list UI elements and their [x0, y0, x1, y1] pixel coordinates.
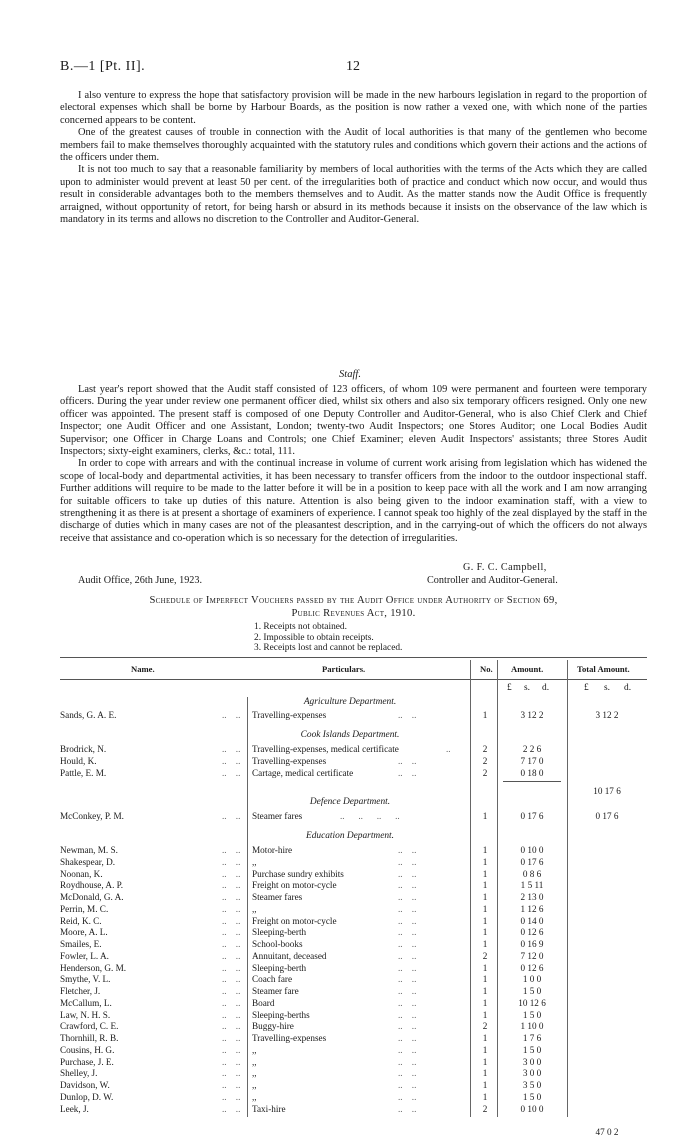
row-amount: 1 7 6 — [522, 1033, 542, 1043]
signature-place-date: Audit Office, 26th June, 1923. — [78, 575, 203, 586]
row-name: Shakespear, D. — [60, 856, 115, 867]
leader-dots: .. .. — [398, 1080, 417, 1090]
note: 1. Receipts not obtained. — [254, 622, 347, 632]
table-row — [0, 891, 700, 903]
row-particulars: Annuitant, deceased — [252, 950, 327, 961]
leader-dots: .. .. — [398, 927, 417, 938]
row-number: 1 — [482, 1080, 488, 1090]
leader-dots: .. .. — [222, 744, 241, 754]
row-particulars: ,, — [252, 1091, 257, 1102]
table-header-rule — [60, 679, 647, 680]
leader-dots: .. .. — [398, 1044, 417, 1055]
leader-dots: .. .. .. .. — [340, 811, 400, 821]
leader-dots: .. .. — [222, 756, 241, 766]
row-amount: 0 8 6 — [522, 868, 542, 879]
row-number: 1 — [482, 892, 488, 902]
row-number: 1 — [482, 1044, 488, 1055]
row-particulars: Purchase sundry exhibits — [252, 868, 344, 879]
leader-dots: .. .. — [222, 986, 241, 996]
row-number: 1 — [482, 710, 488, 720]
row-amount: 0 14 0 — [520, 915, 544, 926]
leader-dots: .. .. — [398, 1056, 417, 1067]
leader-dots: .. .. — [222, 1056, 241, 1067]
leader-dots: .. .. — [398, 1103, 417, 1114]
table-row — [0, 915, 700, 927]
row-amount: 1 5 0 — [522, 986, 542, 996]
leader-dots: .. .. — [222, 768, 241, 778]
schedule-notes — [254, 622, 402, 654]
table-row — [0, 879, 700, 891]
leader-dots: .. .. — [398, 997, 417, 1008]
row-particulars: Taxi-hire — [252, 1103, 286, 1114]
row-number: 1 — [482, 939, 488, 949]
leader-dots: .. .. — [398, 845, 417, 855]
table-row — [0, 1044, 700, 1056]
row-amount: 0 16 9 — [520, 939, 544, 949]
leader-dots: .. .. — [222, 710, 241, 720]
row-number: 1 — [482, 845, 488, 855]
row-amount: 0 17 6 — [520, 856, 544, 867]
row-amount: 1 5 11 — [520, 880, 544, 891]
table-row — [0, 1056, 700, 1068]
schedule-title-line: Schedule of Imperfect Vouchers passed by the Audit Office under Authority of Section 69, — [149, 595, 558, 606]
leader-dots: .. .. — [222, 950, 241, 961]
row-particulars: Steamer fares — [252, 892, 303, 902]
intro-text — [60, 90, 647, 226]
section-total-row — [0, 1126, 700, 1138]
row-amount: 0 10 0 — [520, 845, 544, 855]
row-particulars: Buggy-hire — [252, 1021, 294, 1032]
leader-dots: .. .. — [398, 856, 417, 867]
row-amount: 10 12 6 — [518, 997, 546, 1008]
row-name: Noonan, K. — [60, 868, 103, 879]
paragraph: One of the greatest causes of trouble in connection with the Audit of local authorities is that many of the gentlemen who become members fail to make themselves thoroughly acquainted with the statutory rules and conditions which govern their actions and the actions of the officers under them. — [60, 127, 647, 164]
row-name: Brodrick, N. — [60, 744, 107, 754]
total-pound-heading: £ — [584, 683, 589, 693]
row-name: Law, N. H. S. — [60, 1009, 111, 1020]
row-particulars: Travelling-expenses, medical certificate — [252, 744, 399, 754]
row-amount: 0 18 0 — [520, 768, 544, 778]
leader-dots: .. .. — [398, 1009, 417, 1020]
row-number: 1 — [482, 903, 488, 914]
row-total: 3 12 2 — [595, 710, 619, 720]
row-name: Fowler, L. A. — [60, 950, 109, 961]
leader-dots: .. .. — [398, 1091, 417, 1102]
leader-dots: .. .. — [398, 768, 417, 778]
note: 2. Impossible to obtain receipts. — [254, 632, 374, 643]
table-row — [0, 985, 700, 997]
row-number: 1 — [482, 915, 488, 926]
row-number: 1 — [482, 962, 488, 973]
row-name: Smythe, V. L. — [60, 974, 111, 985]
leader-dots: .. .. — [222, 1044, 241, 1055]
row-number: 1 — [482, 811, 488, 821]
table-row — [0, 1103, 700, 1115]
leader-dots: .. .. — [222, 1068, 241, 1079]
row-particulars: ,, — [252, 1044, 257, 1055]
row-name: Cousins, H. G. — [60, 1044, 115, 1055]
table-row — [0, 962, 700, 974]
staff-text — [60, 384, 647, 545]
department-heading: Cook Islands Department. — [300, 730, 400, 740]
leader-dots: .. .. — [398, 1033, 417, 1043]
leader-dots: .. .. — [222, 962, 241, 973]
leader-dots: .. .. — [398, 915, 417, 926]
row-number: 1 — [482, 986, 488, 996]
leader-dots: .. .. — [222, 845, 241, 855]
table-row — [0, 997, 700, 1009]
leader-dots: .. .. — [398, 939, 417, 949]
row-name: Hould, K. — [60, 756, 97, 766]
row-name: Leek, J. — [60, 1103, 89, 1114]
row-number: 2 — [482, 950, 488, 961]
leader-dots: .. .. — [398, 1068, 417, 1079]
column-header-name: Name. — [131, 664, 155, 674]
paragraph: It is not too much to say that a reasonable familiarity by members of local authorities with the terms of the Acts which they are called upon to administer would prevent at least 50 per cent. of the irregularities both of practice and conduct which now occur, and would thus result in considerable advantages both to the members themselves and to Audit. As the matter stands now the Audit Office is frequently arraigned, without opportunity of retort, for being harsh or absurd in its methods because it insists on the observance of the law which is mandatory in its terms and allows no discretion to the Controller and Auditor-General. — [60, 164, 647, 226]
leader-dots: .. .. — [398, 974, 417, 985]
table-row — [0, 844, 700, 856]
column-header-total: Total Amount. — [577, 664, 630, 674]
row-number: 1 — [482, 1068, 488, 1079]
leader-dots: .. .. — [398, 986, 417, 996]
row-amount: 2 13 0 — [520, 892, 544, 902]
subtotal-rule — [503, 781, 561, 782]
row-name: Moore, A. L. — [60, 927, 108, 938]
leader-dots: .. .. — [222, 1009, 241, 1020]
row-amount: 0 12 6 — [520, 962, 544, 973]
row-amount: 1 5 0 — [522, 1091, 542, 1102]
leader-dots: .. .. — [222, 1033, 241, 1043]
row-amount: 2 2 6 — [522, 744, 542, 754]
row-amount: 1 5 0 — [522, 1009, 542, 1020]
column-header-amount: Amount. — [511, 664, 544, 674]
table-row — [0, 709, 700, 721]
table-row — [0, 1091, 700, 1103]
leader-dots: .. .. — [222, 903, 241, 914]
row-amount: 1 12 6 — [520, 903, 544, 914]
row-number: 1 — [482, 997, 488, 1008]
leader-dots: .. .. — [222, 880, 241, 891]
leader-dots: .. .. — [398, 962, 417, 973]
table-row — [0, 767, 700, 779]
page-number: 12 — [346, 59, 360, 74]
row-name: Pattle, E. M. — [60, 768, 107, 778]
table-row — [0, 926, 700, 938]
row-name: Dunlop, D. W. — [60, 1091, 114, 1102]
table-row — [0, 755, 700, 767]
row-amount: 1 5 0 — [522, 1044, 542, 1055]
leader-dots: .. .. — [222, 974, 241, 985]
table-row — [0, 1009, 700, 1021]
leader-dots: .. .. — [222, 1021, 241, 1032]
row-particulars: ,, — [252, 856, 257, 867]
leader-dots: .. .. — [398, 903, 417, 914]
section-total: 47 0 2 — [595, 1127, 619, 1137]
row-amount: 0 10 0 — [520, 1103, 544, 1114]
row-name: Roydhouse, A. P. — [60, 880, 124, 891]
leader-dots: .. .. — [222, 997, 241, 1008]
row-amount: 7 17 0 — [520, 756, 544, 766]
table-row — [0, 856, 700, 868]
row-name: Davidson, W. — [60, 1080, 110, 1090]
paragraph: In order to cope with arrears and with the continual increase in volume of current work arising from legislation which has widened the scope of local-body and departmental activities, it has been necessary to transfer officers from the indoor to the outdoor inspectional staff. Further additions will require to be made to the latter before it will be in a position to keep pace with all the work and I am now arranging for suitable officers to take up duties of this nature. Attention is also being given to the indoor examination staff, with a view to strengthening it as there is at present a shortage of examiners of experience. I cannot speak too highly of the zeal displayed by the staff in the discharge of duties which in many cases are not of the pleasantest description, and in the carrying-out of which the officers do not always receive that assistance and co-operation which is so necessary for the detection of irregularities. — [60, 458, 647, 544]
row-amount: 0 12 6 — [520, 927, 544, 938]
amount-shilling-heading: s. — [524, 683, 530, 693]
row-name: Perrin, M. C. — [60, 903, 109, 914]
table-top-rule — [60, 657, 647, 658]
note: 3. Receipts lost and cannot be replaced. — [254, 643, 403, 654]
table-row — [0, 973, 700, 985]
row-particulars: Travelling-expenses — [252, 1033, 327, 1043]
schedule-title-line: Public Revenues Act, 1910. — [291, 608, 416, 619]
leader-dots: .. .. — [222, 915, 241, 926]
section-total: 10 17 6 — [593, 786, 621, 796]
row-number: 1 — [482, 880, 488, 891]
row-number: 2 — [482, 744, 488, 754]
row-name: Smailes, E. — [60, 939, 102, 949]
row-name: Reid, K. C. — [60, 915, 102, 926]
leader-dots: .. .. — [222, 868, 241, 879]
row-particulars: ,, — [252, 1080, 257, 1090]
leader-dots: .. .. — [222, 927, 241, 938]
table-row — [0, 1020, 700, 1032]
row-amount: 3 12 2 — [520, 710, 544, 720]
row-particulars: Cartage, medical certificate — [252, 768, 354, 778]
row-particulars: Coach fare — [252, 974, 293, 985]
leader-dots: .. .. — [398, 868, 417, 879]
table-row — [0, 1079, 700, 1091]
section-total-row — [0, 785, 700, 797]
paragraph: Last year's report showed that the Audit staff consisted of 123 officers, of whom 109 were permanent and fourteen were temporary officers. During the year under review one permanent officer died, whilst six others and also six temporary officers resigned. Only one new officer was appointed. The present staff is composed of one Deputy Controller and Auditor-General, who is also Chief Clerk and Chief Inspector; one Audit Officer and one Assistant, London; twenty-two Audit Inspectors; one Stores Auditor; one Local Bodies Audit Supervisor; one Officer in Charge Loans and Controls; one Chief Examiner; eleven Audit Inspectors' assistants; three Stores Audit Inspectors; sixty-eight examiners, clerks, &c.: total, 111. — [60, 384, 647, 458]
row-particulars: Freight on motor-cycle — [252, 880, 337, 891]
signatory-name: G. F. C. Campbell, — [463, 562, 547, 573]
row-name: McDonald, G. A. — [60, 892, 124, 902]
row-particulars: Sleeping-berth — [252, 962, 307, 973]
row-name: McConkey, P. M. — [60, 811, 124, 821]
row-amount: 3 5 0 — [522, 1080, 542, 1090]
row-name: Shelley, J. — [60, 1068, 98, 1079]
row-total: 0 17 6 — [595, 811, 619, 821]
row-number: 1 — [482, 927, 488, 938]
staff-heading: Staff. — [338, 369, 362, 380]
row-amount: 3 0 0 — [522, 1056, 542, 1067]
table-row — [0, 950, 700, 962]
row-name: Purchase, J. E. — [60, 1056, 114, 1067]
row-particulars: Travelling-expenses — [252, 710, 327, 720]
row-name: Sands, G. A. E. — [60, 710, 117, 720]
leader-dots: .. .. — [222, 1103, 241, 1114]
row-particulars: Sleeping-berth — [252, 927, 307, 938]
row-name: Fletcher, J. — [60, 986, 101, 996]
row-amount: 0 17 6 — [520, 811, 544, 821]
row-particulars: Freight on motor-cycle — [252, 915, 337, 926]
document-reference: B.—1 [Pt. II]. — [60, 59, 146, 74]
table-row — [0, 938, 700, 950]
row-name: Newman, M. S. — [60, 845, 118, 855]
leader-dots: .. .. — [398, 710, 417, 720]
leader-dots: .. .. — [398, 1021, 417, 1032]
leader-dots: .. — [446, 744, 451, 754]
row-particulars: Motor-hire — [252, 845, 293, 855]
row-particulars: Steamer fare — [252, 986, 299, 996]
table-row — [0, 1067, 700, 1079]
table-row — [0, 810, 700, 822]
leader-dots: .. .. — [398, 892, 417, 902]
row-particulars: ,, — [252, 1068, 257, 1079]
row-number: 1 — [482, 868, 488, 879]
row-amount: 3 0 0 — [522, 1068, 542, 1079]
row-name: Crawford, C. E. — [60, 1021, 119, 1032]
leader-dots: .. .. — [398, 756, 417, 766]
leader-dots: .. .. — [222, 856, 241, 867]
row-amount: 7 12 0 — [520, 950, 544, 961]
row-number: 1 — [482, 1056, 488, 1067]
total-pence-heading: d. — [624, 683, 632, 693]
row-number: 2 — [482, 768, 488, 778]
row-number: 1 — [482, 856, 488, 867]
column-header-no: No. — [480, 664, 493, 674]
row-particulars: Board — [252, 997, 275, 1008]
amount-pound-heading: £ — [507, 683, 512, 693]
schedule-title — [60, 594, 647, 620]
row-name: Thornhill, R. B. — [60, 1033, 119, 1043]
table-row — [0, 743, 700, 755]
table-row — [0, 1032, 700, 1044]
leader-dots: .. .. — [222, 1080, 241, 1090]
row-number: 1 — [482, 1091, 488, 1102]
row-number: 2 — [482, 1021, 488, 1032]
row-amount: 1 0 0 — [522, 974, 542, 985]
row-particulars: Travelling-expenses — [252, 756, 327, 766]
leader-dots: .. .. — [222, 811, 241, 821]
row-number: 1 — [482, 1009, 488, 1020]
row-number: 1 — [482, 974, 488, 985]
amount-pence-heading: d. — [542, 683, 550, 693]
leader-dots: .. .. — [222, 1091, 241, 1102]
table-row — [0, 903, 700, 915]
department-heading: Defence Department. — [309, 797, 391, 807]
row-name: Henderson, G. M. — [60, 962, 127, 973]
leader-dots: .. .. — [222, 892, 241, 902]
row-particulars: Sleeping-berths — [252, 1009, 310, 1020]
department-heading: Education Department. — [305, 831, 394, 841]
row-number: 2 — [482, 1103, 488, 1114]
paragraph: I also venture to express the hope that satisfactory provision will be made in the new harbours legislation in regard to the proportion of electoral expenses which shall be borne by Harbour Boards, as the position is now rather a vexed one, with which none of the parties concerned appears to be content. — [60, 90, 647, 126]
total-shilling-heading: s. — [604, 683, 610, 693]
row-particulars: School-books — [252, 939, 303, 949]
row-amount: 1 10 0 — [520, 1021, 544, 1032]
leader-dots: .. .. — [222, 939, 241, 949]
row-number: 1 — [482, 1033, 488, 1043]
column-header-particulars: Particulars. — [322, 664, 366, 674]
row-particulars: ,, — [252, 1056, 257, 1067]
leader-dots: .. .. — [398, 880, 417, 891]
row-particulars: ,, — [252, 903, 257, 914]
table-row — [0, 868, 700, 880]
leader-dots: .. .. — [398, 950, 417, 961]
department-heading: Agriculture Department. — [303, 697, 397, 707]
row-particulars: Steamer fares — [252, 811, 303, 821]
row-name: McCallum, L. — [60, 997, 112, 1008]
row-number: 2 — [482, 756, 488, 766]
signatory-title: Controller and Auditor-General. — [427, 575, 558, 586]
